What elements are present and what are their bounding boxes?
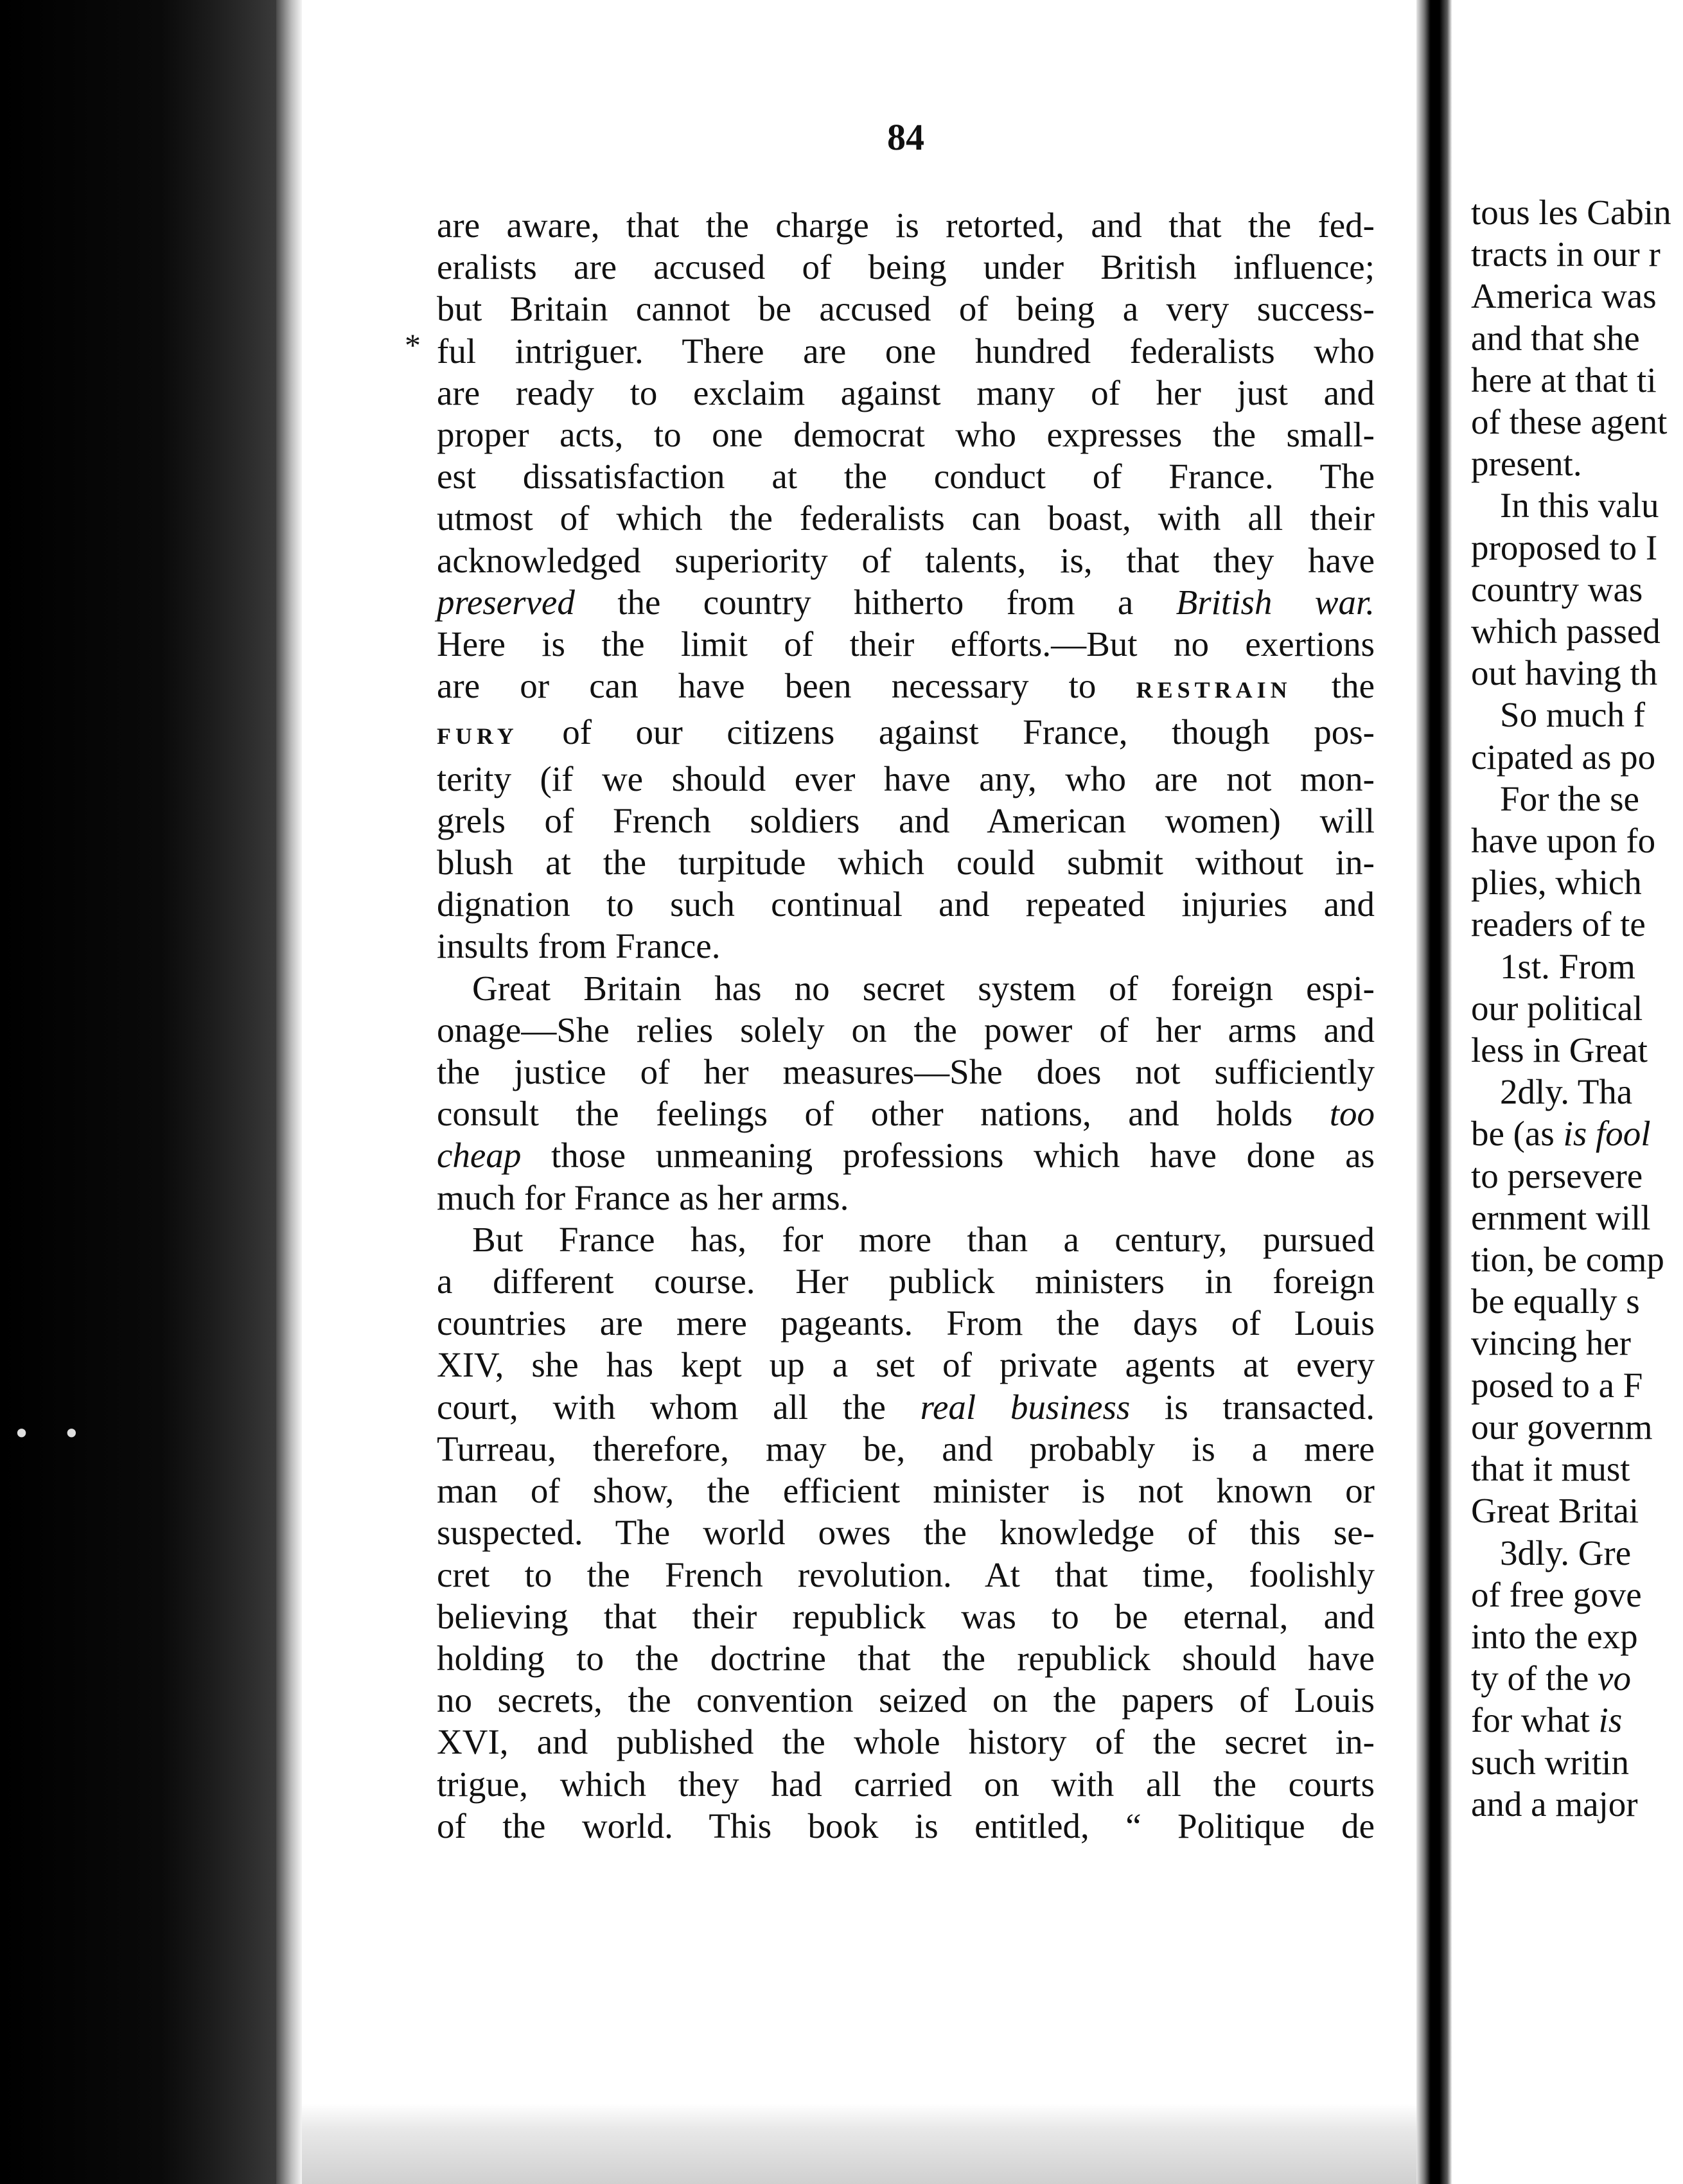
text-line: believing that their republick was to be eternal, and (437, 1596, 1375, 1636)
text-run: those unmeaning professions which have done as (521, 1136, 1375, 1176)
text-run: be (as (1471, 1114, 1564, 1154)
italic-text: vo (1598, 1659, 1631, 1698)
main-page-text (437, 204, 1375, 1847)
small-caps-text: FURY (437, 723, 518, 750)
facing-text-line: such writin (1471, 1742, 1629, 1782)
facing-text-line: into the exp (1471, 1616, 1638, 1656)
facing-text-line: cipated as po (1471, 737, 1656, 777)
page-bottom-edge (302, 2104, 1416, 2184)
text-line: cret to the French revolution. At that time, foolishly (437, 1554, 1375, 1594)
text-line: of the world. This book is entitled, “ Politique de (437, 1806, 1375, 1845)
text-line (437, 1386, 1375, 1428)
text-line: a different course. Her publick ministers in foreign (437, 1262, 1375, 1301)
facing-text-line (1471, 1657, 1683, 1699)
text-line: XVI, and published the whole history of the secret in- (437, 1722, 1375, 1762)
facing-text-line: out having th (1471, 653, 1658, 693)
spine-shadow (276, 0, 302, 2184)
text-line (437, 711, 1375, 757)
facing-text-line: of free gove (1471, 1574, 1642, 1614)
italic-text: preserved (437, 582, 575, 622)
text-line: terity (if we should ever have any, who are not mon- (437, 759, 1375, 798)
facing-text-line: ernment will (1471, 1197, 1651, 1237)
text-line: utmost of which the federalists can boast, with all their (437, 498, 1375, 538)
facing-text-line: less in Great (1471, 1030, 1648, 1070)
text-run: court, with whom all the (437, 1387, 921, 1427)
text-line: onage—She relies solely on the power of her arms and (437, 1010, 1375, 1050)
facing-text-line: plies, which (1471, 863, 1642, 903)
text-run: the (1291, 666, 1375, 706)
text-run: for what (1471, 1700, 1599, 1740)
text-line: XIV, she has kept up a set of private agents at every (437, 1345, 1375, 1385)
text-line (437, 1093, 1375, 1134)
text-line: Here is the limit of their efforts.—But no exertions (437, 624, 1375, 664)
italic-text: real business (920, 1387, 1131, 1427)
text-line: countries are mere pageants. From the days of Louis (437, 1303, 1375, 1343)
text-line: Turreau, therefore, may be, and probably is a mere (437, 1429, 1375, 1468)
text-line: are aware, that the charge is retorted, and that the fed- (437, 206, 1375, 245)
facing-text-line (1471, 1699, 1683, 1741)
text-line: but Britain cannot be accused of being a very success- (437, 289, 1375, 329)
page-number: 84 (887, 116, 924, 158)
facing-page-text (1471, 191, 1683, 1825)
facing-text-line: For the se (1500, 779, 1639, 818)
text-line: grels of French soldiers and American women) will (437, 800, 1375, 840)
text-line: acknowledged superiority of talents, is, that they have (437, 540, 1375, 580)
text-line: est dissatisfaction at the conduct of France. The (437, 457, 1375, 497)
facing-text-line: have upon fo (1471, 821, 1656, 861)
facing-text-line: be equally s (1471, 1281, 1640, 1321)
text-line: blush at the turpitude which could submit without in- (437, 843, 1375, 883)
text-line: insults from France. (437, 926, 721, 966)
facing-text-line: our political (1471, 988, 1643, 1028)
text-line: much for France as her arms. (437, 1177, 849, 1217)
text-line: the justice of her measures—She does not sufficiently (437, 1052, 1375, 1092)
text-line: ful intriguer. There are one hundred federalists who (437, 331, 1375, 371)
text-run: consult the feelings of other nations, and holds (437, 1094, 1330, 1134)
page-gutter (1416, 0, 1452, 2184)
facing-text-line: Great Britai (1471, 1491, 1639, 1531)
facing-text-line: 2dly. Tha (1500, 1072, 1633, 1112)
facing-text-line: posed to a F (1471, 1365, 1643, 1405)
facing-text-line: which passed (1471, 612, 1661, 651)
facing-text-line: our governm (1471, 1407, 1653, 1447)
text-line (437, 1134, 1375, 1176)
margin-asterisk: * (405, 327, 421, 363)
text-run: is transacted. (1130, 1387, 1375, 1427)
facing-text-line (1471, 1113, 1683, 1154)
text-line: holding to the doctrine that the republick should have (437, 1638, 1375, 1678)
italic-text: cheap (437, 1136, 522, 1176)
facing-text-line: of these agent (1471, 402, 1668, 442)
facing-text-line: here at that ti (1471, 360, 1657, 400)
facing-text-line: America was (1471, 276, 1657, 316)
facing-text-line: tracts in our r (1471, 234, 1661, 274)
text-line (437, 665, 1375, 711)
text-line: dignation to such continual and repeated injuries and (437, 885, 1375, 924)
margin-specks: • • (13, 1416, 92, 1451)
facing-text-line: tion, be comp (1471, 1240, 1664, 1280)
facing-text-line: readers of te (1471, 904, 1646, 944)
text-line: are ready to exclaim against many of her just and (437, 373, 1375, 412)
text-run: of our citizens against France, though pos- (518, 712, 1375, 752)
text-run: the country hitherto from a (574, 582, 1176, 622)
facing-text-line: In this valu (1500, 486, 1659, 525)
italic-text: too (1329, 1094, 1375, 1134)
facing-text-line: country was (1471, 569, 1643, 609)
scanner-dark-margin (0, 0, 276, 2184)
text-line: no secrets, the convention seized on the papers of Louis (437, 1680, 1375, 1720)
facing-text-line: and a major (1471, 1784, 1638, 1824)
text-run: ty of the (1471, 1659, 1598, 1698)
italic-text: is (1598, 1700, 1623, 1740)
facing-text-line: to persevere (1471, 1156, 1643, 1195)
facing-text-line: proposed to I (1471, 527, 1658, 567)
text-line: man of show, the efficient minister is not known or (437, 1471, 1375, 1511)
facing-text-line: and that she (1471, 318, 1640, 358)
text-line: suspected. The world owes the knowledge of this se- (437, 1513, 1375, 1553)
facing-text-line: 3dly. Gre (1500, 1533, 1632, 1572)
text-line (437, 581, 1375, 623)
text-line: eralists are accused of being under British influence; (437, 247, 1375, 287)
small-caps-text: RESTRAIN (1136, 677, 1292, 703)
text-line: Great Britain has no secret system of foreign espi- (472, 968, 1375, 1008)
facing-text-line: that it must (1471, 1449, 1630, 1489)
facing-text-line: present. (1471, 444, 1582, 484)
text-line: But France has, for more than a century, pursued (472, 1219, 1375, 1259)
text-line: trigue, which they had carried on with all the courts (437, 1764, 1375, 1804)
italic-text: British war. (1176, 582, 1375, 622)
facing-text-line: 1st. From (1500, 946, 1635, 986)
facing-text-line: So much f (1500, 695, 1646, 735)
text-line: proper acts, to one democrat who expresses the small- (437, 415, 1375, 455)
text-run: are or can have been necessary to (437, 666, 1136, 706)
italic-text: is fool (1563, 1114, 1651, 1154)
facing-text-line: vincing her (1471, 1323, 1631, 1363)
facing-text-line: tous les Cabin (1471, 193, 1671, 232)
